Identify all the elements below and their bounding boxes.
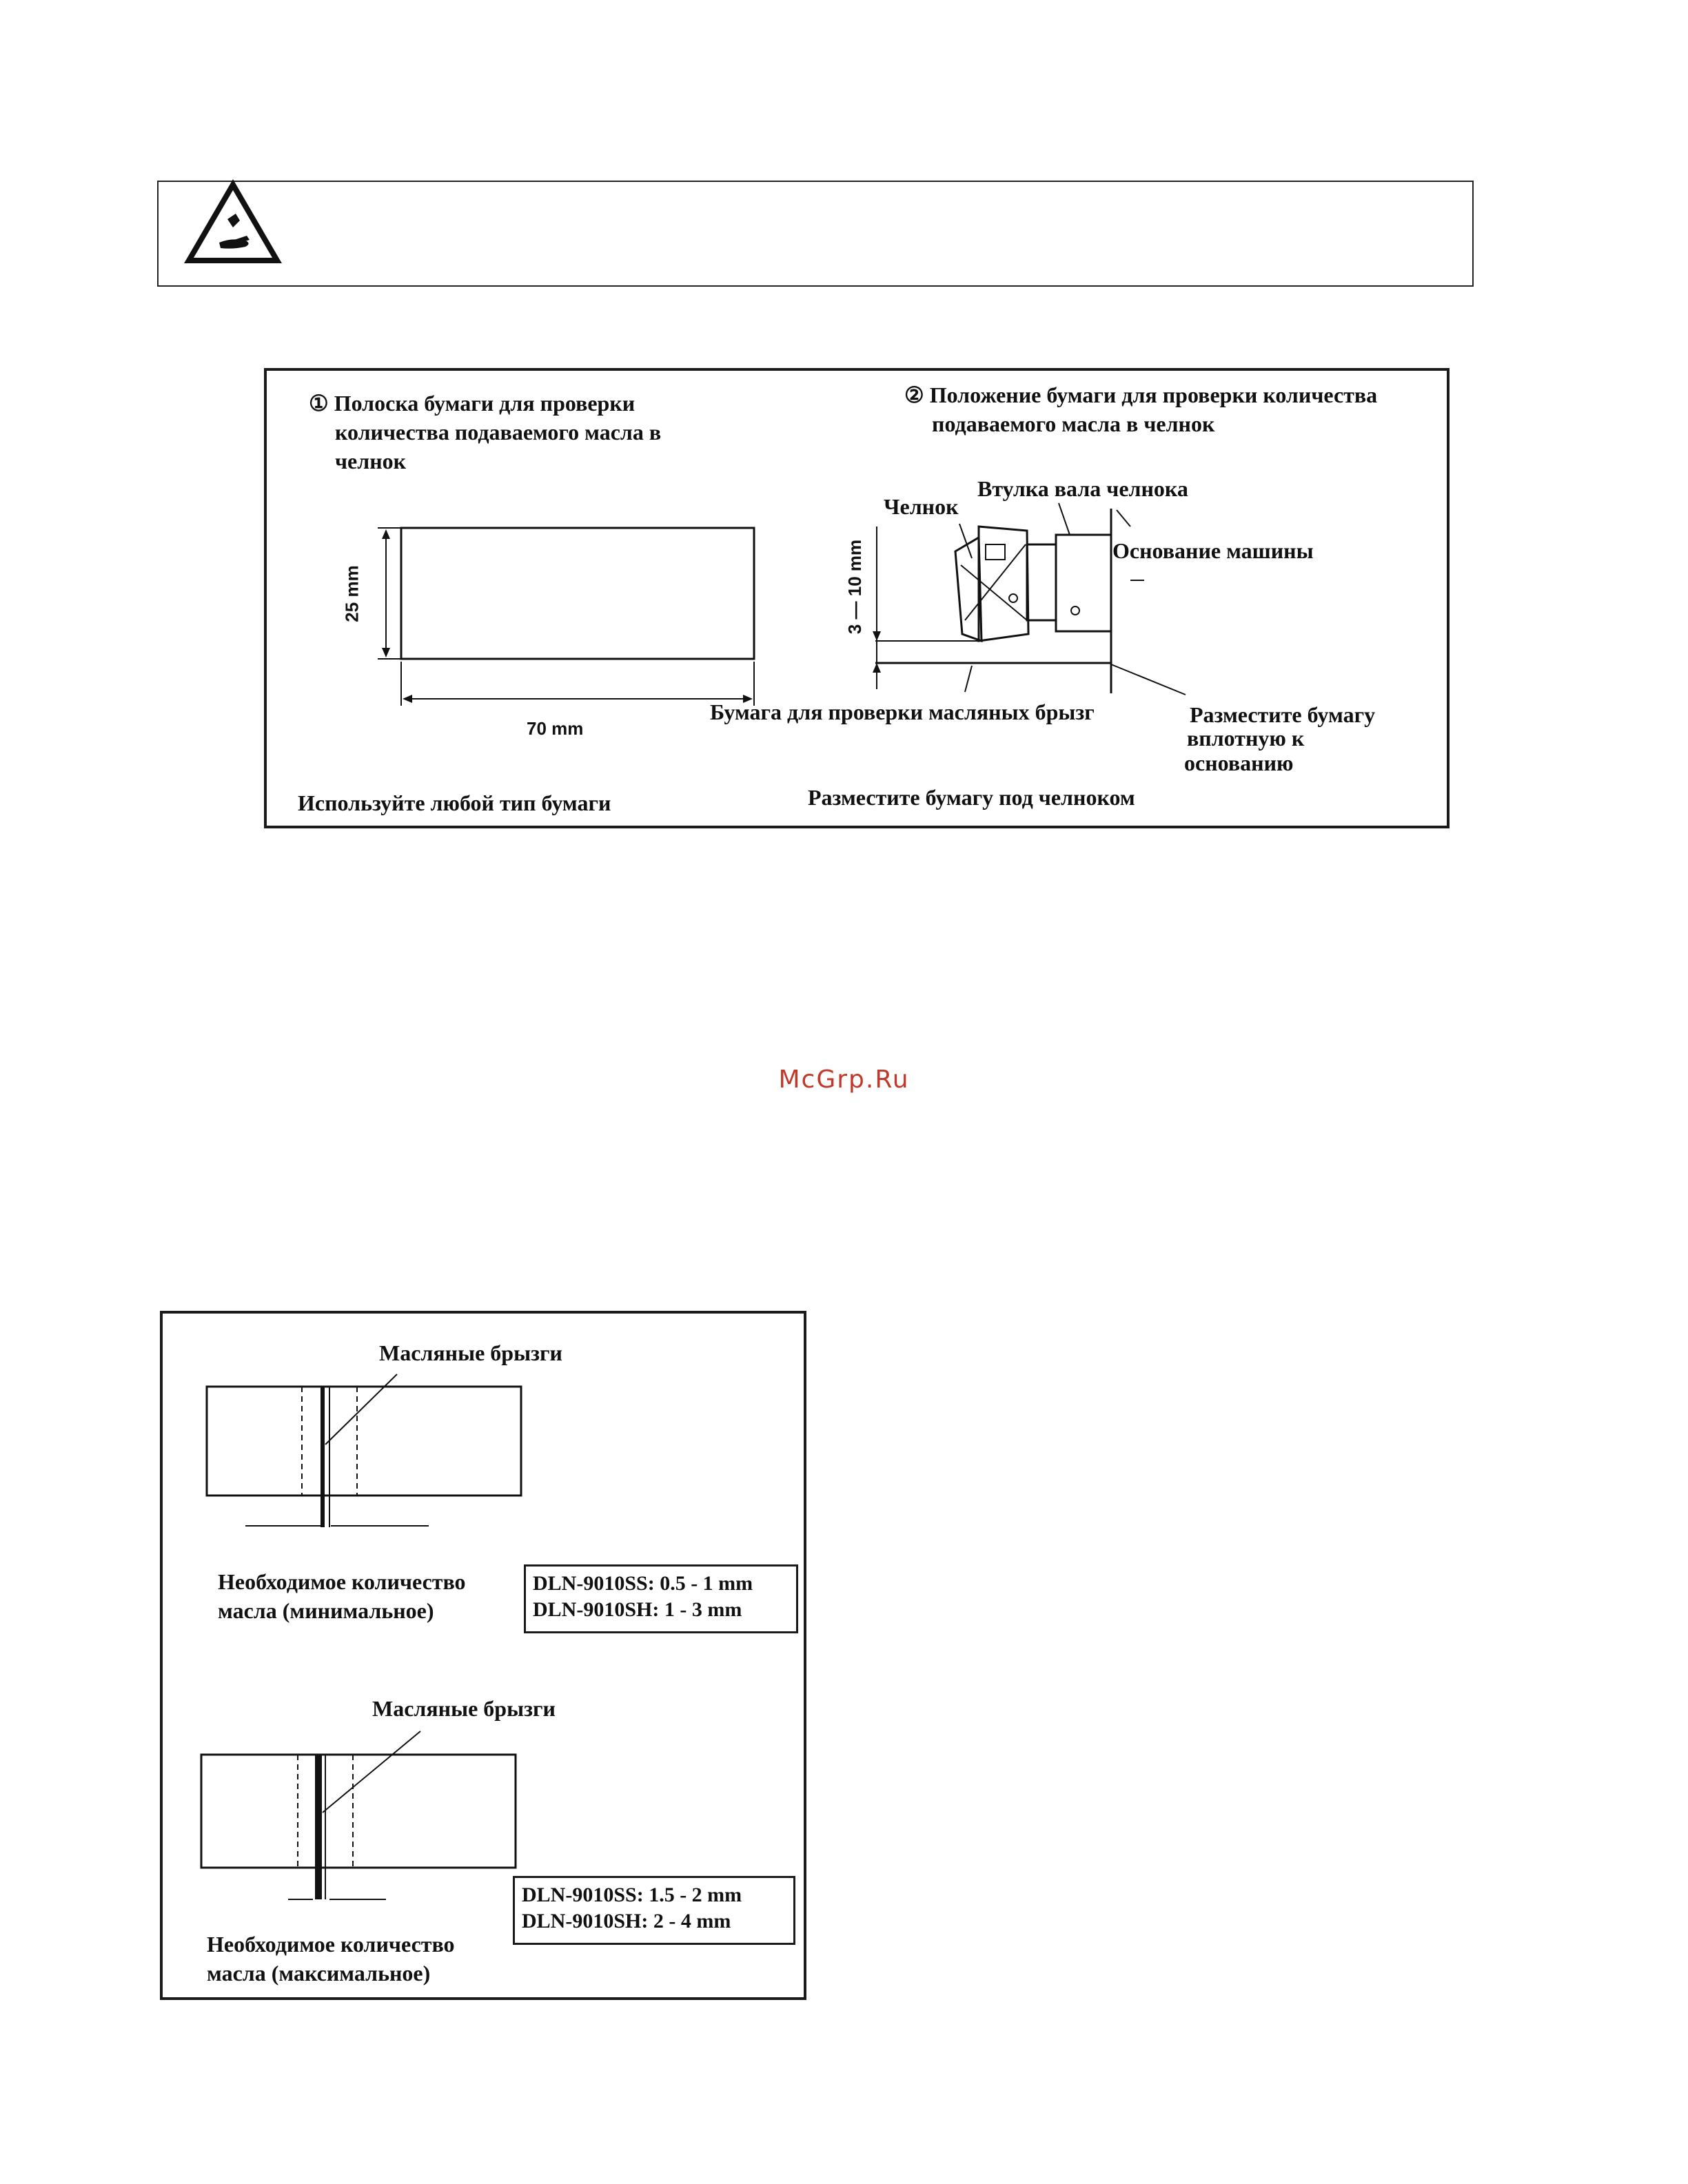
hook-bushing — [1056, 535, 1111, 631]
panel1-title-line3: челнок — [335, 449, 407, 473]
dim-range-label: 3 — 10 mm — [844, 539, 866, 635]
caption-max-line2: масла (максимальное) — [207, 1961, 431, 1986]
caption-max-line1: Необходимое количество — [207, 1932, 455, 1957]
label-place-line2: вплотную к — [1187, 726, 1305, 751]
label-spatter-paper: Бумага для проверки масляных брызг — [710, 700, 1095, 724]
panel1-title-line1: ① Полоска бумаги для проверки — [309, 391, 635, 416]
spec-box-min — [524, 1564, 798, 1633]
label-machine-base: Основание машины — [1112, 538, 1314, 563]
spec-box-max — [513, 1876, 795, 1945]
caption-min-line2: масла (минимальное) — [218, 1598, 434, 1623]
watermark-text: McGrp.Ru — [778, 1065, 910, 1094]
dim-width-label: 70 mm — [527, 718, 584, 739]
spec-min-sh: DLN-9010SH: 1 - 3 mm — [533, 1598, 742, 1621]
paper-strip — [401, 528, 754, 659]
panel2-note: Разместите бумагу под челноком — [808, 785, 1135, 810]
spatter-label-min: Масляные брызги — [379, 1340, 562, 1365]
label-bushing: Втулка вала челнока — [977, 476, 1188, 501]
panel2-title-line1: ② Положение бумаги для проверки количества — [904, 382, 1378, 407]
caption-min-line1: Необходимое количество — [218, 1569, 466, 1594]
label-place-line1: Разместите бумагу — [1190, 702, 1376, 727]
label-hook: Челнок — [884, 494, 959, 519]
spec-min-ss: DLN-9010SS: 0.5 - 1 mm — [533, 1572, 753, 1595]
spec-max-sh: DLN-9010SH: 2 - 4 mm — [522, 1910, 731, 1932]
panel1-note: Используйте любой тип бумаги — [298, 790, 611, 815]
spec-max-ss: DLN-9010SS: 1.5 - 2 mm — [522, 1884, 742, 1906]
panel2-title-line2: подаваемого масла в челнок — [932, 411, 1215, 436]
spatter-label-max: Масляные брызги — [372, 1696, 556, 1721]
panel1-title-line2: количества подаваемого масла в — [335, 420, 662, 445]
dim-height-label: 25 mm — [341, 565, 363, 622]
label-place-line3: основанию — [1184, 751, 1294, 775]
hook-drawing — [955, 527, 1079, 641]
